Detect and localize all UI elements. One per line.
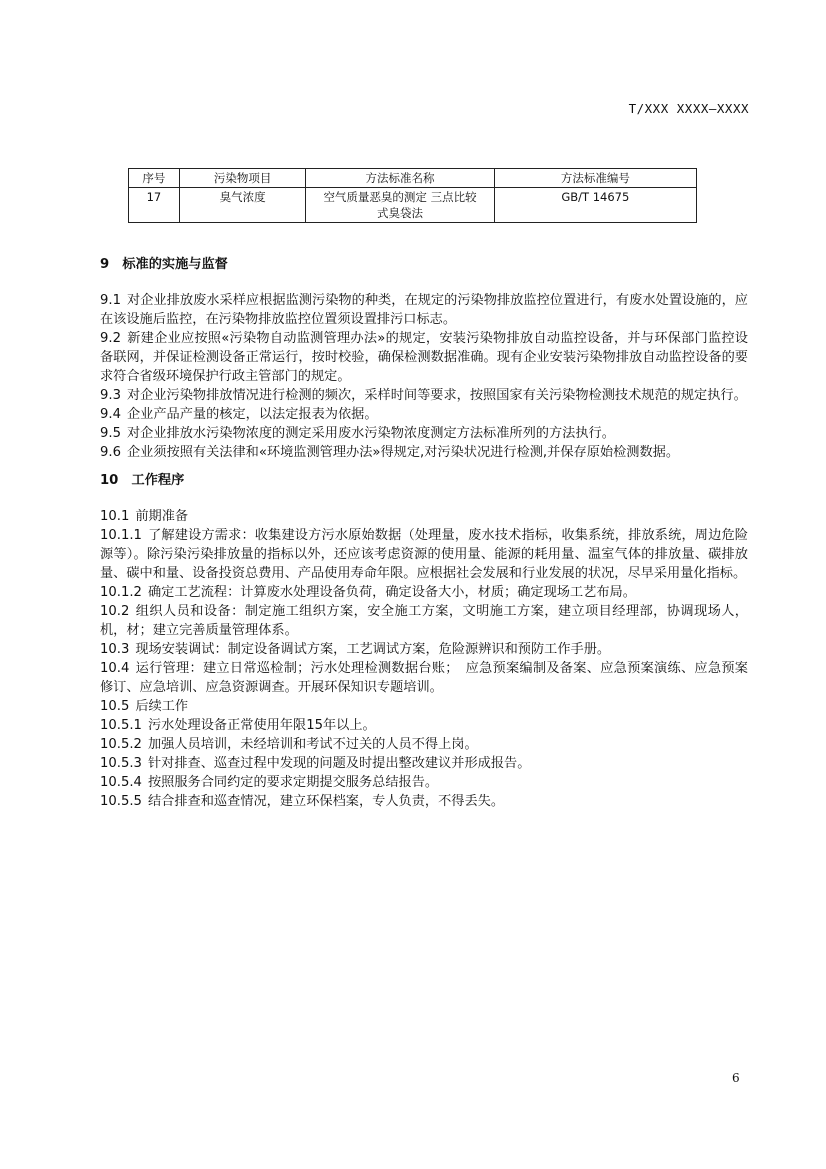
clause-text: 企业须按照有关法律和«环境监测管理办法»得规定,对污染状况进行检测,并保存原始检测数据。 bbox=[126, 445, 680, 460]
clause-number: 9.4 bbox=[100, 407, 121, 422]
clause-text: 针对排查、巡查过程中发现的问题及时提出整改建议并形成报告。 bbox=[147, 756, 531, 771]
clause-item bbox=[100, 754, 748, 773]
method-name-line1: 空气质量恶臭的测定 三点比较 bbox=[323, 190, 477, 204]
clause-text: 对企业排放废水采样应根据监测污染物的种类，在规定的污染物排放监控位置进行，有废水处置设施的，应在该设施后监控，在污染物排放监控位置须设置排污口标志。 bbox=[100, 293, 748, 327]
clause-item bbox=[100, 443, 748, 462]
clause-item bbox=[100, 583, 748, 602]
clause-text: 对企业污染物排放情况进行检测的频次，采样时间等要求，按照国家有关污染物检测技术规范的规定执行。 bbox=[126, 388, 747, 403]
clause-item bbox=[100, 659, 748, 697]
clause-text: 加强人员培训，未经培训和考试不过关的人员不得上岗。 bbox=[147, 737, 478, 752]
header-serial: 序号 bbox=[129, 169, 180, 188]
header-pollutant: 污染物项目 bbox=[179, 169, 306, 188]
clause-text: 前期准备 bbox=[135, 509, 189, 524]
clause-number: 10.5.5 bbox=[100, 794, 142, 809]
clause-number: 10.3 bbox=[100, 642, 130, 657]
clause-item bbox=[100, 405, 748, 424]
clause-item bbox=[100, 773, 748, 792]
clause-item bbox=[100, 640, 748, 659]
method-standard-table bbox=[128, 168, 697, 223]
header-method-name: 方法标准名称 bbox=[306, 169, 494, 188]
clause-number: 10.2 bbox=[100, 604, 130, 619]
clause-number: 9.5 bbox=[100, 426, 121, 441]
clause-item bbox=[100, 716, 748, 735]
clause-number: 10.1 bbox=[100, 509, 130, 524]
clause-number: 9.3 bbox=[100, 388, 121, 403]
section-10-items bbox=[100, 507, 748, 811]
clause-number: 10.1.2 bbox=[100, 585, 142, 600]
clause-item bbox=[100, 526, 748, 583]
clause-text: 后续工作 bbox=[135, 699, 189, 714]
clause-item bbox=[100, 424, 748, 443]
table-row bbox=[129, 188, 697, 223]
clause-number: 9.6 bbox=[100, 445, 121, 460]
clause-text: 运行管理：建立日常巡检制；污水处理检测数据台账； 应急预案编制及备案、应急预案演练、应急预案修订、应急培训、应急资源调查。开展环保知识专题培训。 bbox=[100, 661, 748, 695]
page-number: 6 bbox=[732, 1071, 740, 1085]
clause-number: 10.5.4 bbox=[100, 775, 142, 790]
cell-method-name bbox=[306, 188, 494, 223]
clause-text: 污水处理设备正常使用年限15年以上。 bbox=[147, 718, 376, 733]
clause-item bbox=[100, 386, 748, 405]
section-9-title: 9 标准的实施与监督 bbox=[100, 257, 228, 272]
clause-text: 确定工艺流程：计算废水处理设备负荷，确定设备大小，材质；确定现场工艺布局。 bbox=[147, 585, 636, 600]
document-body bbox=[100, 255, 748, 811]
cell-pollutant: 臭气浓度 bbox=[179, 188, 306, 223]
clause-number: 9.2 bbox=[100, 331, 121, 346]
clause-text: 对企业排放水污染物浓度的测定采用废水污染物浓度测定方法标准所列的方法执行。 bbox=[126, 426, 615, 441]
clause-text: 结合排查和巡查情况，建立环保档案，专人负责，不得丢失。 bbox=[147, 794, 505, 809]
clause-item bbox=[100, 735, 748, 754]
clause-text: 了解建设方需求：收集建设方污水原始数据（处理量，废水技术指标，收集系统，排放系统，周边危险源等）。除污染污染排放量的指标以外，还应该考虑资源的使用量、能源的耗用量、温室气体的排放量、碳排放量、碳中和量、设备投资总费用、产品使用寿命年限。应根据社会发展和行业发展的状况，尽早采用量化指标。 bbox=[100, 528, 748, 581]
clause-number: 10.4 bbox=[100, 661, 130, 676]
clause-item bbox=[100, 697, 748, 716]
clause-number: 10.5 bbox=[100, 699, 130, 714]
clause-item bbox=[100, 792, 748, 811]
section-9-items bbox=[100, 291, 748, 462]
cell-method-code: GB/T 14675 bbox=[494, 188, 696, 223]
clause-number: 10.5.1 bbox=[100, 718, 142, 733]
clause-item bbox=[100, 329, 748, 386]
clause-text: 企业产品产量的核定，以法定报表为依据。 bbox=[126, 407, 378, 422]
clause-item bbox=[100, 602, 748, 640]
clause-text: 新建企业应按照«污染物自动监测管理办法»的规定，安装污染物排放自动监控设备，并与环保部门监控设备联网，并保证检测设备正常运行，按时校验，确保检测数据准确。现有企业安装污染物排放自动监控设备的要求符合省级环境保护行政主管部门的规定。 bbox=[100, 331, 748, 384]
method-name-line2: 式臭袋法 bbox=[377, 206, 424, 220]
clause-text: 现场安装调试：制定设备调试方案，工艺调试方案，危险源辨识和预防工作手册。 bbox=[135, 642, 611, 657]
clause-item bbox=[100, 507, 748, 526]
clause-text: 按照服务合同约定的要求定期提交服务总结报告。 bbox=[147, 775, 439, 790]
table-header-row bbox=[129, 169, 697, 188]
document-code: T/XXX XXXX—XXXX bbox=[628, 101, 749, 116]
clause-number: 10.1.1 bbox=[100, 528, 142, 543]
cell-serial: 17 bbox=[129, 188, 180, 223]
clause-number: 10.5.2 bbox=[100, 737, 142, 752]
clause-number: 10.5.3 bbox=[100, 756, 142, 771]
clause-number: 9.1 bbox=[100, 293, 121, 308]
clause-item bbox=[100, 291, 748, 329]
section-10-title: 10 工作程序 bbox=[100, 473, 185, 488]
clause-text: 组织人员和设备：制定施工组织方案，安全施工方案，文明施工方案，建立项目经理部，协调现场人，机，材；建立完善质量管理体系。 bbox=[100, 604, 748, 638]
header-method-code: 方法标准编号 bbox=[494, 169, 696, 188]
